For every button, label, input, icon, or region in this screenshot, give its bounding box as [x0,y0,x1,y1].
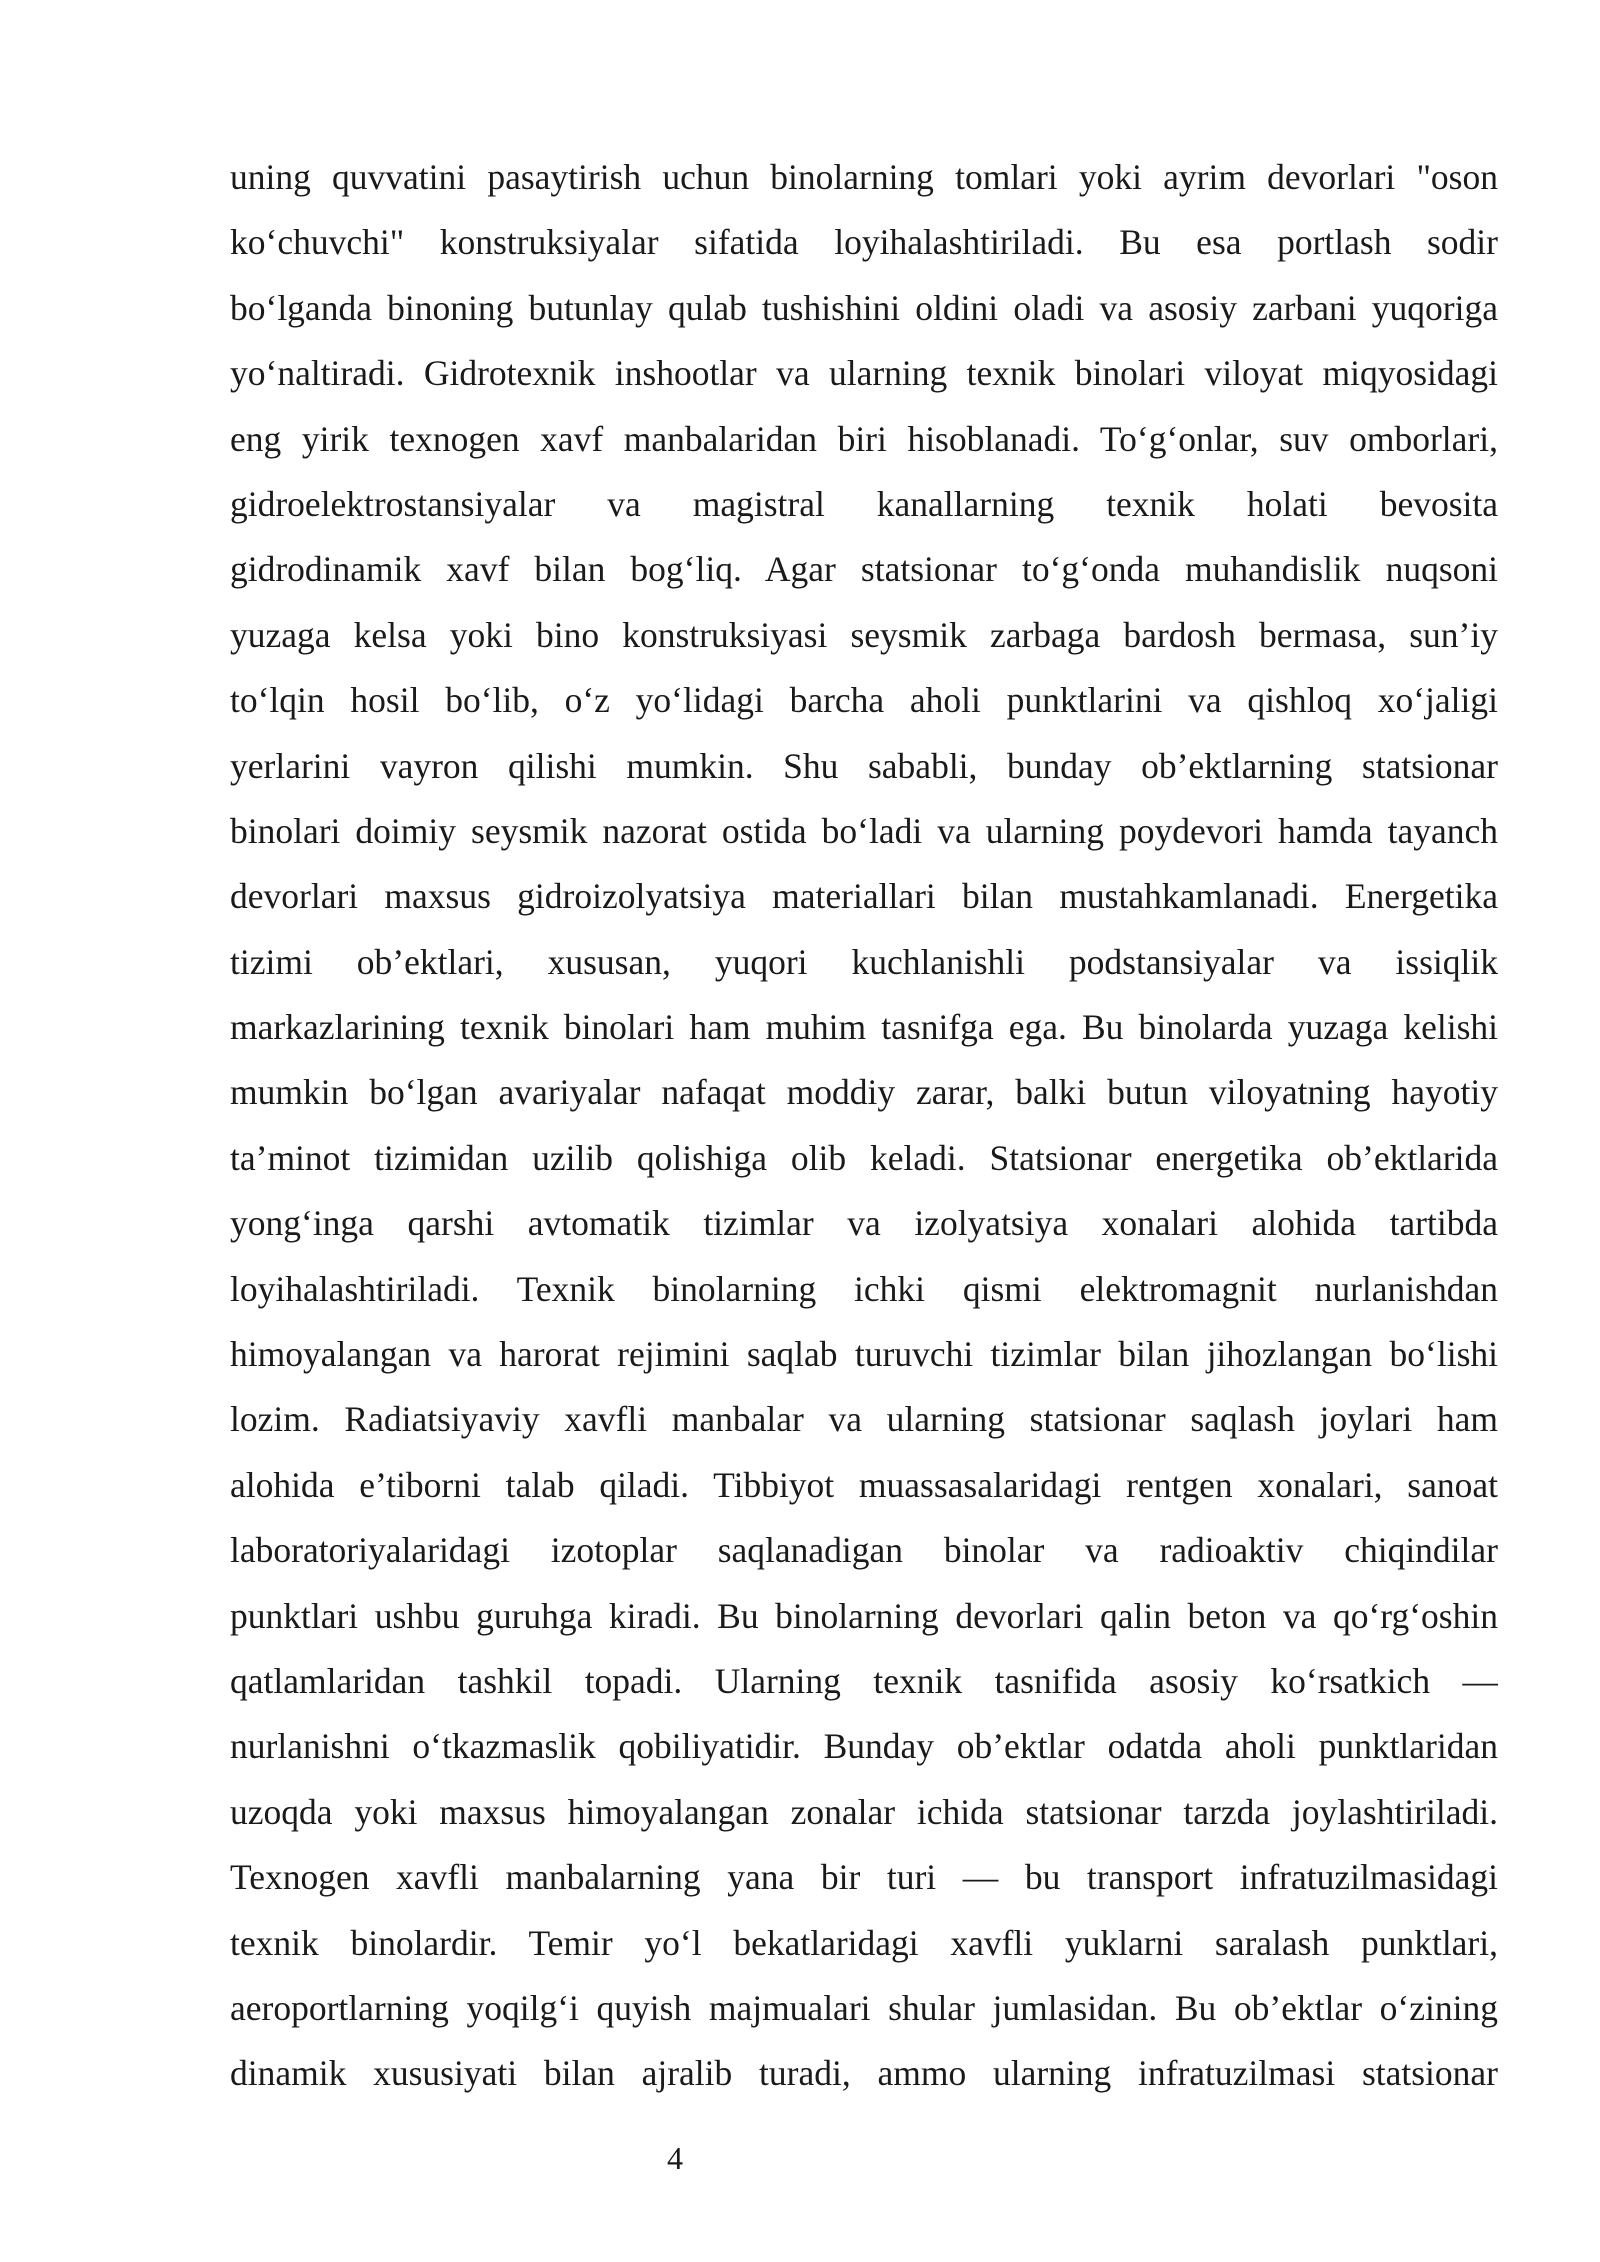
text-line: toʻlqin hosil boʻlib, oʻz yoʻlidagi barcha aholi punktlarini va qishloq xoʻjaligi [230,680,1498,721]
text-line: devorlari maxsus gidroizolyatsiya materiallari bilan mustahkamlanadi. Energetika [230,876,1498,917]
text-line: nurlanishni oʻtkazmaslik qobiliyatidir. Bunday ob’ektlar odatda aholi punktlaridan [230,1726,1498,1767]
text-line: ta’minot tizimidan uzilib qolishiga olib keladi. Statsionar energetika ob’ektlarida [230,1137,1498,1178]
text-line: yerlarini vayron qilishi mumkin. Shu sababli, bunday ob’ektlarning statsionar [230,745,1498,786]
text-line: mumkin boʻlgan avariyalar nafaqat moddiy zarar, balki butun viloyatning hayotiy [230,1072,1498,1113]
text-line: yuzaga kelsa yoki bino konstruksiyasi seysmik zarbaga bardosh bermasa, sun’iy [230,614,1498,655]
text-line: qatlamlaridan tashkil topadi. Ularning texnik tasnifida asosiy koʻrsatkich — [230,1660,1498,1701]
text-line: himoyalangan va harorat rejimini saqlab turuvchi tizimlar bilan jihozlangan boʻlishi [230,1334,1498,1375]
text-line: loyihalashtiriladi. Texnik binolarning ichki qismi elektromagnit nurlanishdan [230,1268,1498,1309]
text-line: Texnogen xavfli manbalarning yana bir turi — bu transport infratuzilmasidagi [230,1857,1498,1898]
text-line: boʻlganda binoning butunlay qulab tushishini oldini oladi va asosiy zarbani yuqoriga [230,287,1498,328]
text-line: uzoqda yoki maxsus himoyalangan zonalar ichida statsionar tarzda joylashtiriladi. [230,1791,1498,1832]
text-line: alohida e’tiborni talab qiladi. Tibbiyot muassasalaridagi rentgen xonalari, sanoat [230,1464,1498,1505]
text-line: uning quvvatini pasaytirish uchun binolarning tomlari yoki ayrim devorlari "oson [230,157,1498,197]
text-line: texnik binolardir. Temir yoʻl bekatlaridagi xavfli yuklarni saralash punktlari, [230,1922,1498,1963]
text-line: yoʻnaltiradi. Gidrotexnik inshootlar va ularning texnik binolari viloyat miqyosidagi [230,353,1498,394]
page-number: 4 [667,2140,683,2176]
text-line: gidrodinamik xavf bilan bogʻliq. Agar statsionar toʻgʻonda muhandislik nuqsoni [230,549,1498,590]
text-line: tizimi ob’ektlari, xususan, yuqori kuchlanishli podstansiyalar va issiqlik [230,941,1498,982]
text-line: markazlarining texnik binolari ham muhim tasnifga ega. Bu binolarda yuzaga kelishi [230,1007,1498,1048]
text-line: laboratoriyalaridagi izotoplar saqlanadigan binolar va radioaktiv chiqindilar [230,1530,1498,1571]
text-line: yongʻinga qarshi avtomatik tizimlar va izolyatsiya xonalari alohida tartibda [230,1203,1498,1244]
text-line: binolari doimiy seysmik nazorat ostida boʻladi va ularning poydevori hamda tayanch [230,810,1498,851]
body-text [230,145,1498,2107]
text-line: dinamik xususiyati bilan ajralib turadi, ammo ularning infratuzilmasi statsionar [230,2053,1498,2094]
text-line: lozim. Radiatsiyaviy xavfli manbalar va ularning statsionar saqlash joylari ham [230,1399,1498,1440]
text-line: koʻchuvchi" konstruksiyalar sifatida loyihalashtiriladi. Bu esa portlash sodir [230,222,1498,263]
text-line: aeroportlarning yoqilgʻi quyish majmualari shular jumlasidan. Bu ob’ektlar oʻzining [230,1987,1498,2028]
text-line: gidroelektrostansiyalar va magistral kanallarning texnik holati bevosita [230,483,1498,524]
text-line: punktlari ushbu guruhga kiradi. Bu binolarning devorlari qalin beton va qoʻrgʻoshin [230,1595,1498,1636]
text-line: eng yirik texnogen xavf manbalaridan biri hisoblanadi. Toʻgʻonlar, suv omborlari, [230,418,1498,459]
